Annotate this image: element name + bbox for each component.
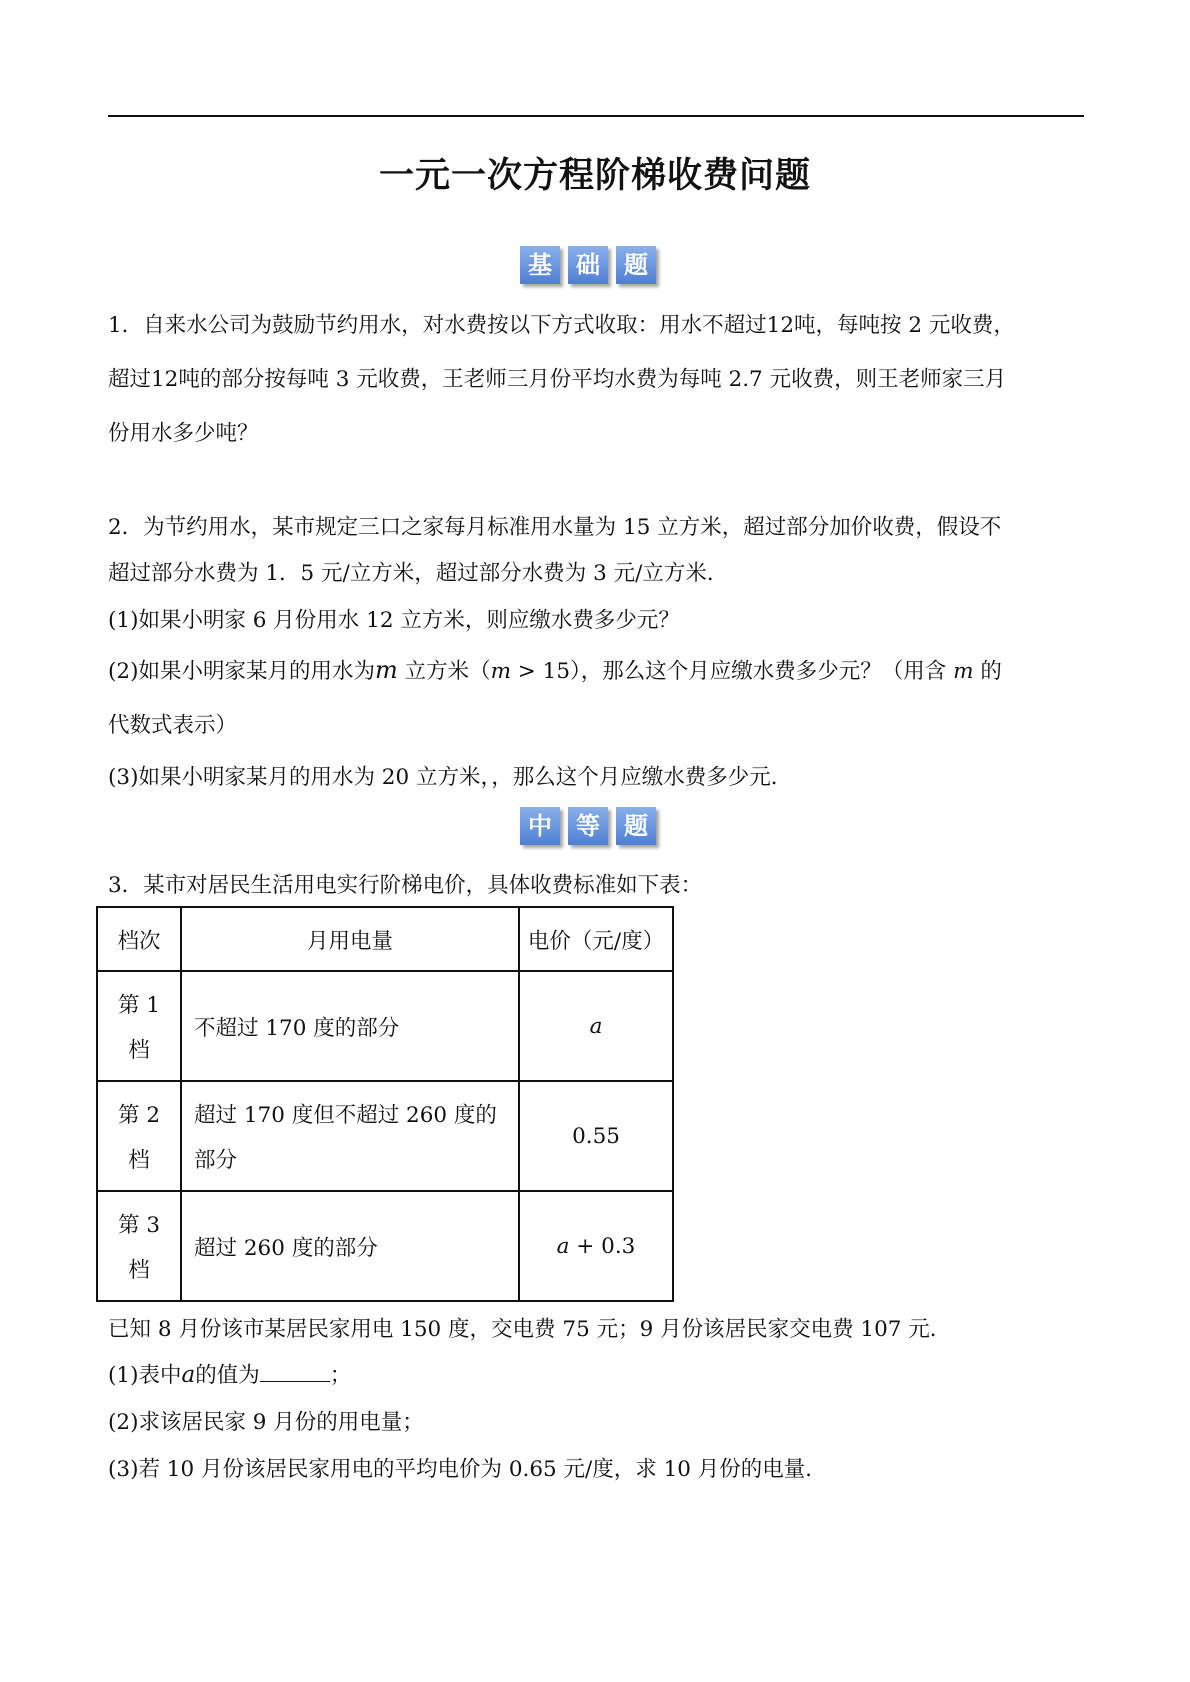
range-line-2: 部分	[194, 1148, 238, 1173]
q2-sub2-part-c: ），那么这个月应缴水费多少元？（用含	[570, 659, 954, 684]
q1-line-3: 份用水多少吨？	[108, 421, 259, 446]
var-m-2: m	[953, 659, 974, 684]
tier-label: 第 1	[117, 993, 160, 1018]
q3-sub1-part-b: 的值为	[195, 1363, 260, 1388]
q3-sub-2: (2)求该居民家 9 月份的用电量；	[108, 1410, 424, 1435]
var-a: a	[181, 1362, 196, 1388]
table-row	[97, 1191, 673, 1301]
q1-line-2: 超过12吨的部分按每吨 3 元收费，王老师三月份平均水费为每吨 2.7 元收费，则王老师家三月	[108, 367, 1007, 392]
header-rule	[108, 115, 1084, 117]
table-row	[97, 1081, 673, 1191]
price-cell	[519, 1191, 673, 1301]
section-badge-basic	[520, 246, 656, 284]
condition-rest: > 15	[510, 659, 571, 684]
header-cell: 月用电量	[181, 907, 519, 971]
page-title: 一元一次方程阶梯收费问题	[378, 156, 811, 196]
range-cell	[181, 1081, 519, 1191]
q3-sub1-part-a: (1)表中	[108, 1363, 182, 1388]
q1-line-1: 1．自来水公司为鼓励节约用水，对水费按以下方式收取：用水不超过12吨，每吨按 2 元收费，	[108, 313, 1015, 338]
q2-sub-2	[108, 654, 1002, 685]
section-badge-medium	[520, 807, 656, 845]
q2-sub-3: (3)如果小明家某月的用水为 20 立方米，，那么这个月应缴水费多少元．	[108, 765, 793, 790]
range-cell: 超过 260 度的部分	[181, 1191, 519, 1301]
tier-label-2: 档	[128, 1258, 150, 1283]
q3-known: 已知 8 月份该市某居民家用电 150 度，交电费 75 元；9 月份该居民家交电费 107 元．	[108, 1317, 952, 1342]
tier-cell	[97, 971, 181, 1081]
price-var: a	[556, 1233, 570, 1259]
header-cell: 档次	[97, 907, 181, 971]
q2-sub2-part-b: 立方米（	[397, 659, 491, 684]
price-cell: 0.55	[519, 1081, 673, 1191]
tier-label: 第 3	[117, 1213, 160, 1238]
condition-var: m	[490, 659, 511, 684]
badge-char: 础	[568, 246, 608, 284]
q2-sub-1: (1)如果小明家 6 月份用水 12 立方米，则应缴水费多少元？	[108, 608, 680, 633]
tier-cell	[97, 1081, 181, 1191]
q2-line-1: 2．为节约用水，某市规定三口之家每月标准用水量为 15 立方米，超过部分加价收费，假设不	[108, 515, 1002, 540]
badge-char: 中	[520, 807, 560, 845]
q3-intro: 3．某市对居民生活用电实行阶梯电价，具体收费标准如下表：	[108, 873, 703, 898]
table-header-row	[97, 907, 673, 971]
range-cell: 不超过 170 度的部分	[181, 971, 519, 1081]
badge-char: 等	[568, 807, 608, 845]
range-line-1: 超过 170 度但不超过 260 度的	[194, 1103, 497, 1128]
table-row	[97, 971, 673, 1081]
header-cell: 电价（元/度）	[519, 907, 673, 971]
tier-label-2: 档	[128, 1038, 150, 1063]
price-rest: + 0.3	[569, 1233, 636, 1259]
badge-char: 基	[520, 246, 560, 284]
q2-line-2: 超过部分水费为 1．5 元/立方米，超过部分水费为 3 元/立方米．	[108, 561, 729, 586]
q3-sub-3: (3)若 10 月份该居民家用电的平均电价为 0.65 元/度，求 10 月份的电量．	[108, 1457, 827, 1482]
tier-cell	[97, 1191, 181, 1301]
q3-sub-1	[108, 1358, 351, 1389]
q2-sub-2-line-2: 代数式表示）	[108, 713, 238, 738]
tier-label-2: 档	[128, 1148, 150, 1173]
q2-sub2-part-d: 的	[973, 659, 1002, 684]
answer-blank	[260, 1361, 330, 1382]
price-cell: a	[519, 971, 673, 1081]
tier-label: 第 2	[117, 1103, 160, 1128]
badge-char: 题	[616, 807, 656, 845]
q2-sub2-part-a: (2)如果小明家某月的用水为	[108, 659, 375, 684]
badge-char: 题	[616, 246, 656, 284]
q3-sub1-end: ；	[329, 1363, 352, 1388]
price-table	[96, 906, 674, 1302]
var-m: m	[374, 656, 398, 684]
